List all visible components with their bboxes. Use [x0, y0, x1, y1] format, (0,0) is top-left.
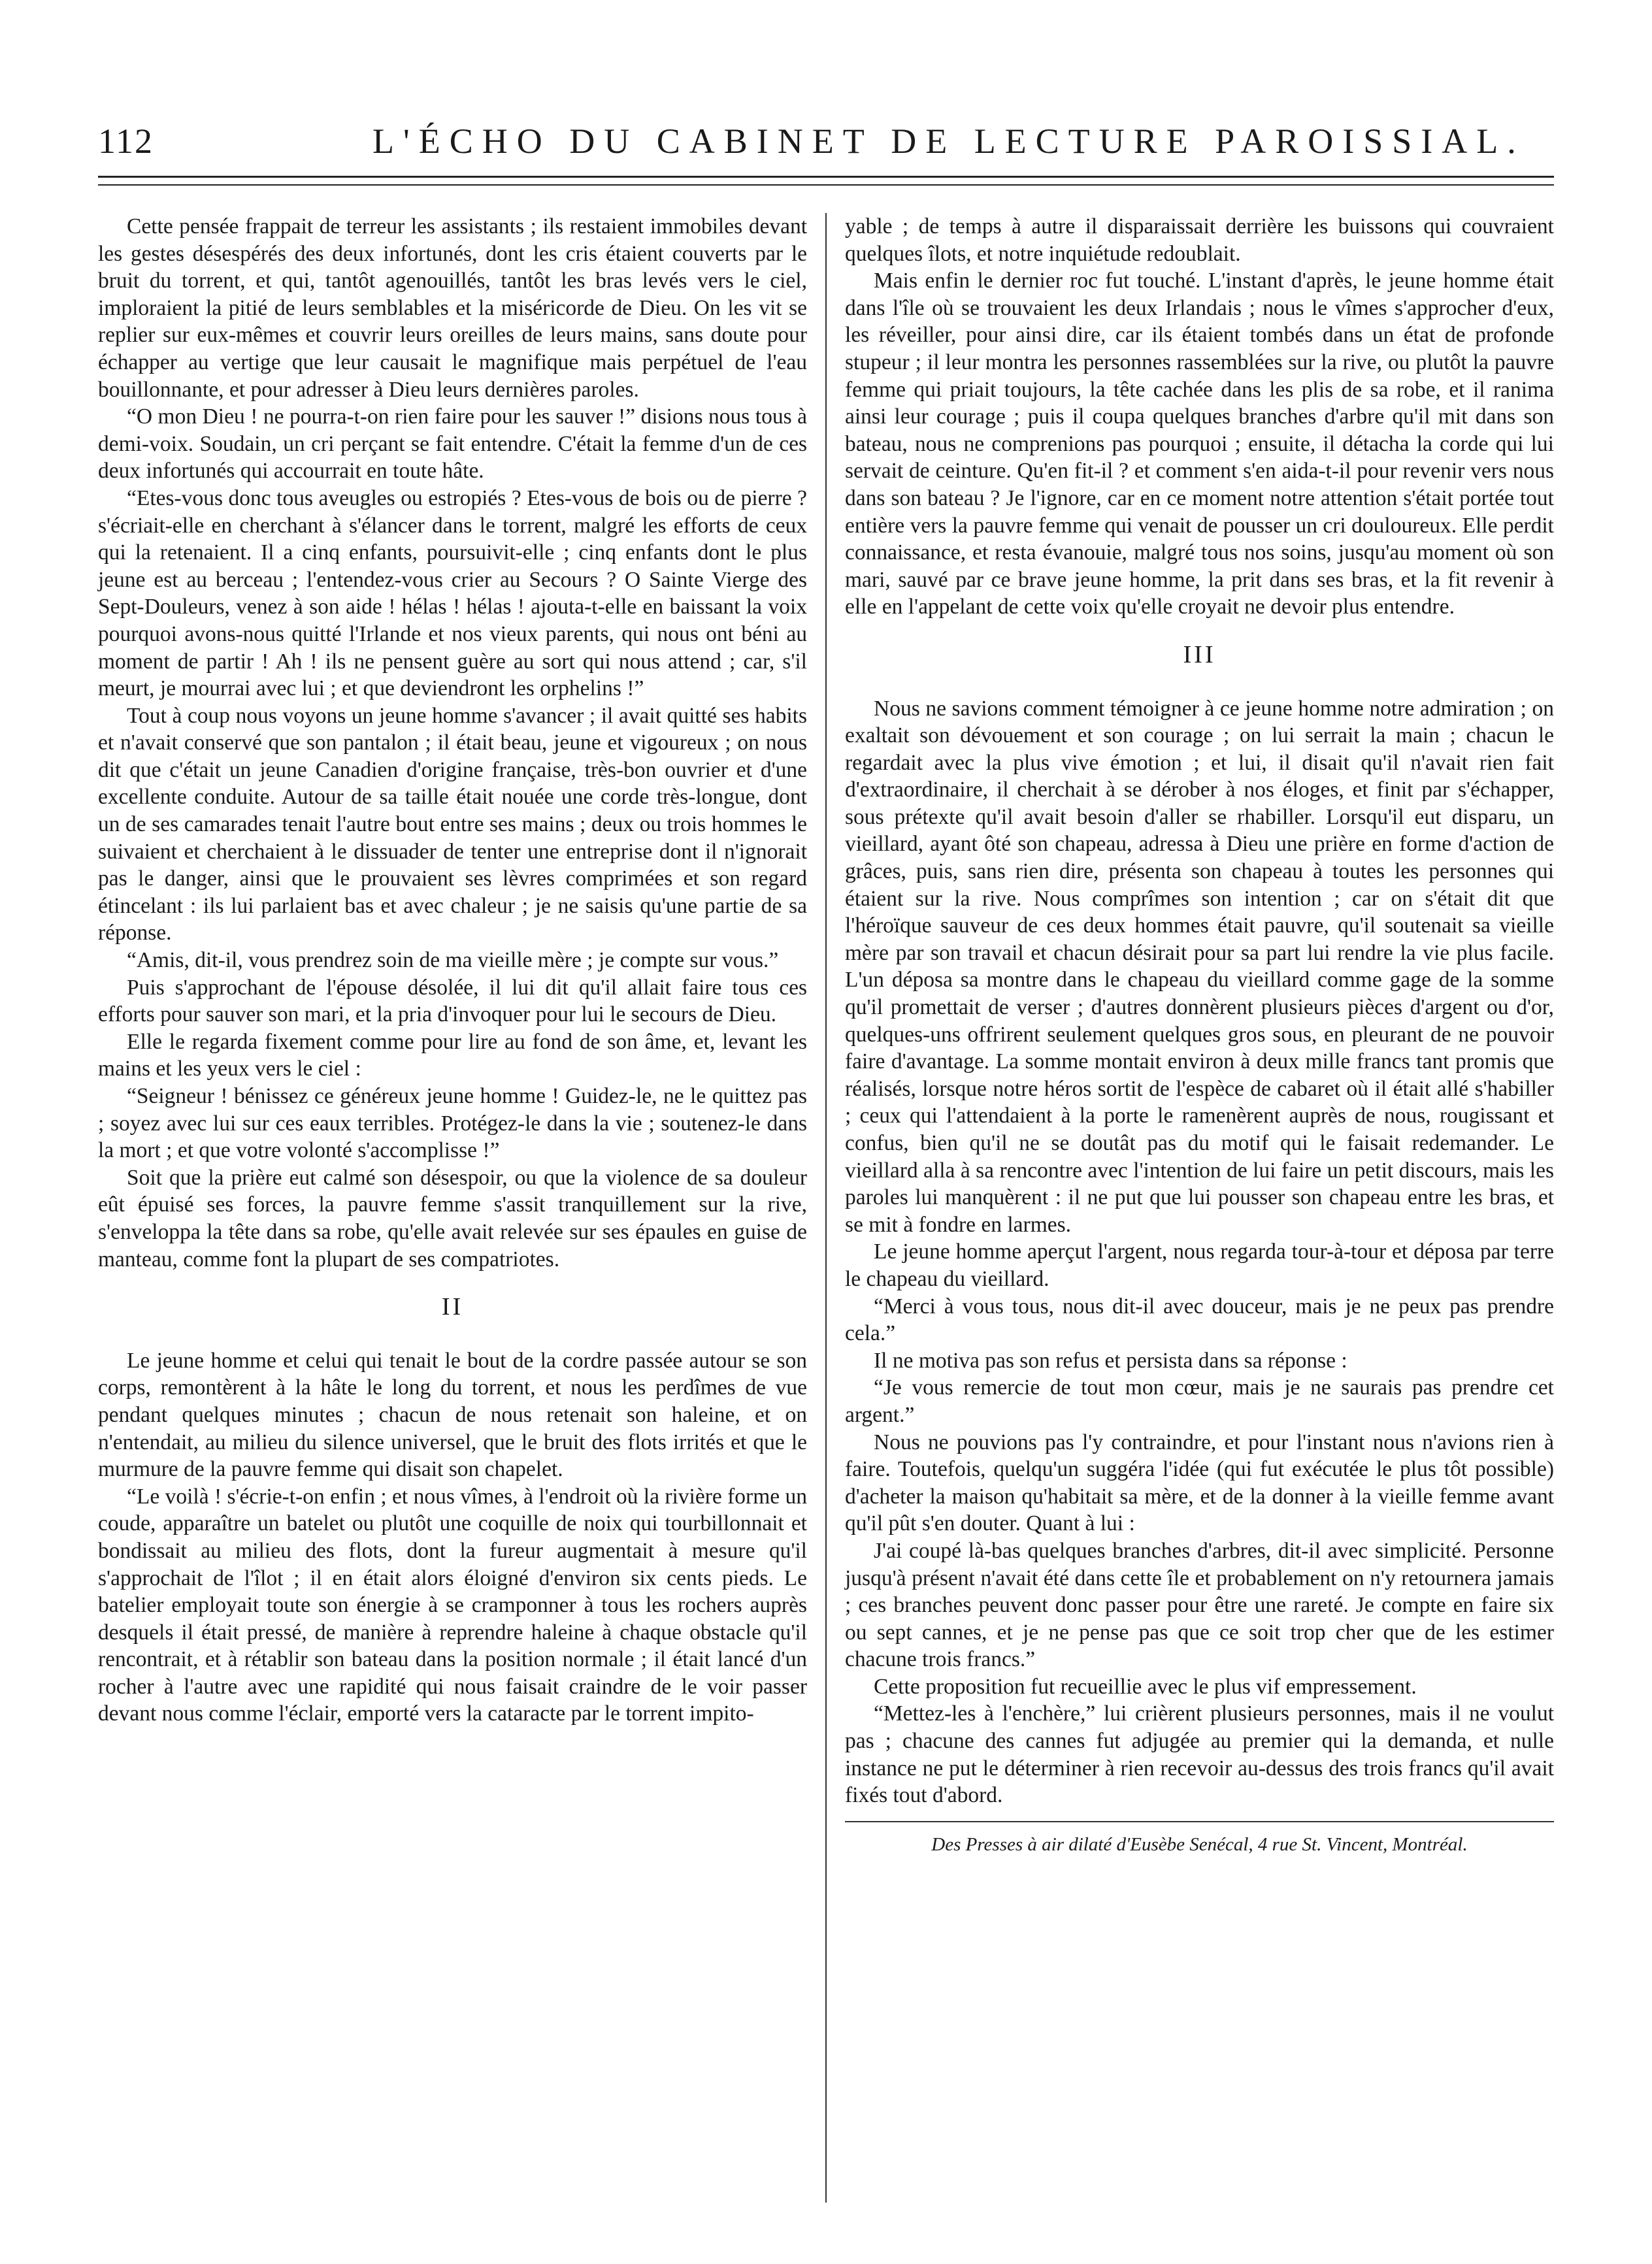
running-title: L'ÉCHO DU CABINET DE LECTURE PAROISSIAL.: [372, 122, 1525, 161]
paragraph: “Amis, dit-il, vous prendrez soin de ma vieille mère ; je compte sur vous.”: [127, 948, 779, 973]
section-heading-ii: II: [441, 1293, 464, 1321]
paragraph: Nous ne savions comment témoigner à ce jeune homme notre admiration ; on exaltait son dévouement et son courage ; on lui serrait la main ; chacun le regardait avec la plus vive émotion ; et lui, il disait qu'il n'avait rien fait d'extraordinaire, il cherchait à se dérober à nos éloges, et finit par s'échapper, sous prétexte qu'il avait besoin d'aller se rhabiller. Lorsqu'il eut disparu, un vieillard, ayant ôté son chapeau, adressa à Dieu une prière en forme d'action de grâces, puis, sans rien dire, présenta son chapeau à toutes les personnes qui étaient sur la rive. Nous comprîmes son intention ; car on s'était dit que l'héroïque sauveur de ces deux hommes était pauvre, qu'il soutenait sa vieille mère par son travail et chacun désirait pour sa part lui rendre la vie plus facile. L'un déposa sa montre dans le chapeau du vieillard comme gage de la somme qu'il promettait de verser ; d'autres donnèrent plusieurs pièces d'argent ou d'or, quelques-uns offrirent seulement quelques gros sous, en pleurant de ne pouvoir faire d'avantage. La somme montait environ à deux mille francs tant promis que réalisés, lorsque notre héros sortit de l'espèce de cabaret où il était allé s'habiller ; ceux qui l'attendaient à la porte le ramenèrent auprès de nous, rougissant et confus, bien qu'il ne se doutât pas du motif qui le faisait redemander. Le vieillard alla à sa rencontre avec l'intention de lui faire un petit discours, mais les paroles lui manquèrent : il ne put que lui pousser son chapeau entre les bras, et se mit à fondre en larmes.: [845, 696, 1554, 1237]
paragraph: “Seigneur ! bénissez ce généreux jeune homme ! Guidez-le, ne le quittez pas ; soyez avec lui sur ces eaux terribles. Protégez-le dans la vie ; soutenez-le dans la mort ; et que votre volonté s'accomplisse !”: [98, 1084, 807, 1163]
paragraph: Cette pensée frappait de terreur les assistants ; ils restaient immobiles devant les gestes désespérés des deux infortunés, dont les cris étaient couverts par le bruit du torrent, et qui, tantôt agenouillés, tantôt les bras levés vers le ciel, imploraient la pitié de leurs semblables et la miséricorde de Dieu. On les vit se replier sur eux-mêmes et couvrir leurs oreilles de leurs mains, sans doute pour échapper au vertige que leur causait le magnifique mais perpétuel de l'eau bouillonnante, et pour adresser à Dieu leurs dernières paroles.: [98, 214, 807, 402]
paragraph: Soit que la prière eut calmé son désespoir, ou que la violence de sa douleur eût épuisé ses forces, la pauvre femme s'assit tranquillement sur la rive, s'enveloppa la tête dans sa robe, qu'elle avait relevée sur ses épaules en guise de manteau, comme font la plupart de ses compatriotes.: [98, 1165, 807, 1271]
paragraph: “Le voilà ! s'écrie-t-on enfin ; et nous vîmes, à l'endroit où la rivière forme un coude, apparaître un batelet ou plutôt une coquille de noix qui tourbillonnait et bondissait au milieu des flots, dont la fureur augmentait à mesure qu'il s'approchait de l'îlot ; il en était alors éloigné d'environ six cents pieds. Le batelier employait toute son énergie à se cramponner à tous les rochers auprès desquels il était pressé, de manière à reprendre haleine à chaque obstacle qu'il rencontrait, et à rétablir son bateau dans la position normale ; il était lancé d'un rocher à l'autre avec une rapidité qui nous faisait craindre de le voir passer devant nous comme l'éclair, emporté vers la cataracte par le torrent impito-: [98, 1484, 807, 1726]
paragraph: “Merci à vous tous, nous dit-il avec douceur, mais je ne peux pas prendre cela.”: [845, 1294, 1554, 1346]
page-header: [98, 114, 1554, 173]
paragraph: Elle le regarda fixement comme pour lire au fond de son âme, et, levant les mains et les yeux vers le ciel :: [98, 1029, 807, 1081]
paragraph: Nous ne pouvions pas l'y contraindre, et pour l'instant nous n'avions rien à faire. Toutefois, quelqu'un suggéra l'idée (qui fut exécutée le plus tôt possible) d'acheter la maison qu'habitait sa mère, et de la donner à la vieille femme avant qu'il pût s'en douter. Quant à lui :: [845, 1430, 1554, 1536]
paragraph: Puis s'approchant de l'épouse désolée, il lui dit qu'il allait faire tous ces efforts pour sauver son mari, et la pria d'invoquer pour lui le secours de Dieu.: [98, 975, 807, 1027]
page-number: 112: [98, 122, 154, 161]
paragraph: Il ne motiva pas son refus et persista dans sa réponse :: [874, 1348, 1347, 1373]
text-columns: [98, 213, 1554, 2206]
right-column: [845, 213, 1554, 1858]
column-divider: [825, 213, 827, 2203]
section-heading-iii: III: [1183, 640, 1216, 668]
left-column: [98, 213, 807, 1728]
paragraph: Tout à coup nous voyons un jeune homme s'avancer ; il avait quitté ses habits et n'avait conservé que son pantalon ; il était beau, jeune et vigoureux ; on nous dit que c'était un jeune Canadien d'origine française, très-bon ouvrier et d'une excellente conduite. Autour de sa taille était nouée une corde très-longue, dont un de ses camarades tenait l'autre bout entre ses mains ; deux ou trois hommes le suivaient et cherchaient à le dissuader de tenter une entreprise dont il n'ignorait pas le danger, ainsi que le prouvaient ses lèvres comprimées et son regard étincelant : ils lui parlaient bas et avec chaleur ; je ne saisis qu'une partie de sa réponse.: [98, 703, 807, 945]
paragraph: J'ai coupé là-bas quelques branches d'arbres, dit-il avec simplicité. Personne jusqu'à présent n'avait été dans cette île et probablement on n'y retournera jamais ; ces branches peuvent donc passer pour être une rareté. Je compte en faire six ou sept cannes, et je ne pense pas que ce soit trop cher que de les estimer chacune trois francs.”: [845, 1538, 1554, 1672]
printer-imprint: Des Presses à air dilaté d'Eusèbe Senécal, 4 rue St. Vincent, Montréal.: [931, 1833, 1468, 1855]
paragraph: “Etes-vous donc tous aveugles ou estropiés ? Etes-vous de bois ou de pierre ? s'écriait-elle en cherchant à s'élancer dans le torrent, malgré les efforts de ceux qui la retenaient. Il a cinq enfants, poursuivit-elle ; cinq enfants dont le plus jeune est au berceau ; l'entendez-vous crier au Secours ? O Sainte Vierge des Sept-Douleurs, venez à son aide ! hélas ! hélas ! ajouta-t-elle en baissant la voix pourquoi avons-nous quitté l'Irlande et nos vieux parents, qui nous ont béni au moment de partir ! Ah ! ils ne pensent guère au sort qui nous attend ; car, s'il meurt, je mourrai avec lui ; et que deviendront les orphelins !”: [98, 485, 807, 701]
paragraph: “O mon Dieu ! ne pourra-t-on rien faire pour les sauver !” disions nous tous à demi-voix. Soudain, un cri perçant se fait entendre. C'était la femme d'un de ces deux infortunés qui accourrait en toute hâte.: [98, 404, 807, 484]
paragraph: Mais enfin le dernier roc fut touché. L'instant d'après, le jeune homme était dans l'île où se trouvaient les deux Irlandais ; nous le vîmes s'approcher d'eux, les réveiller, pour ainsi dire, car ils étaient tombés dans un état de profonde stupeur ; il leur montra les personnes rassemblées sur la rive, ou plutôt la pauvre femme qui priait toujours, la tête cachée dans les plis de sa robe, et il ranima ainsi leur courage ; puis il coupa quelques branches d'arbre qu'il mit dans son bateau, nous ne comprenions pas pourquoi ; ensuite, il détacha la corde qui lui servait de ceinture. Qu'en fit-il ? et comment s'en aida-t-il pour revenir vers nous dans son bateau ? Je l'ignore, car en ce moment notre attention s'était portée tout entière vers la pauvre femme qui venait de pousser un cri douloureux. Elle perdit connaissance, et resta évanouie, malgré tous nos soins, jusqu'au moment où son mari, sauvé par ce brave jeune homme, la prit dans ses bras, et la fit revenir à elle en l'appelant de cette voix qu'elle croyait ne devoir plus entendre.: [845, 269, 1554, 619]
paragraph: “Je vous remercie de tout mon cœur, mais je ne saurais pas prendre cet argent.”: [845, 1375, 1554, 1427]
paragraph: Le jeune homme aperçut l'argent, nous regarda tour-à-tour et déposa par terre le chapeau du vieillard.: [845, 1239, 1554, 1291]
paragraph: yable ; de temps à autre il disparaissait derrière les buissons qui couvraient quelques îlots, et notre inquiétude redoublait.: [845, 214, 1554, 266]
paragraph: Cette proposition fut recueillie avec le plus vif empressement.: [874, 1674, 1417, 1699]
paragraph: “Mettez-les à l'enchère,” lui crièrent plusieurs personnes, mais il ne voulut pas ; chacune des cannes fut adjugée au premier qui la demanda, et nulle instance ne put le déterminer à rien recevoir au-dessus des trois francs qu'il avait fixés tout d'abord.: [845, 1701, 1554, 1808]
imprint-rule: [845, 1821, 1554, 1822]
paragraph: Le jeune homme et celui qui tenait le bout de la cordre passée autour se son corps, remontèrent à la hâte le long du torrent, et nous les perdîmes de vue pendant quelques minutes ; chacun de nous retenait son haleine, et on n'entendait, au milieu du silence universel, que le bruit des flots irrités et que le murmure de la pauvre femme qui disait son chapelet.: [98, 1348, 807, 1482]
header-rule: [98, 176, 1554, 186]
